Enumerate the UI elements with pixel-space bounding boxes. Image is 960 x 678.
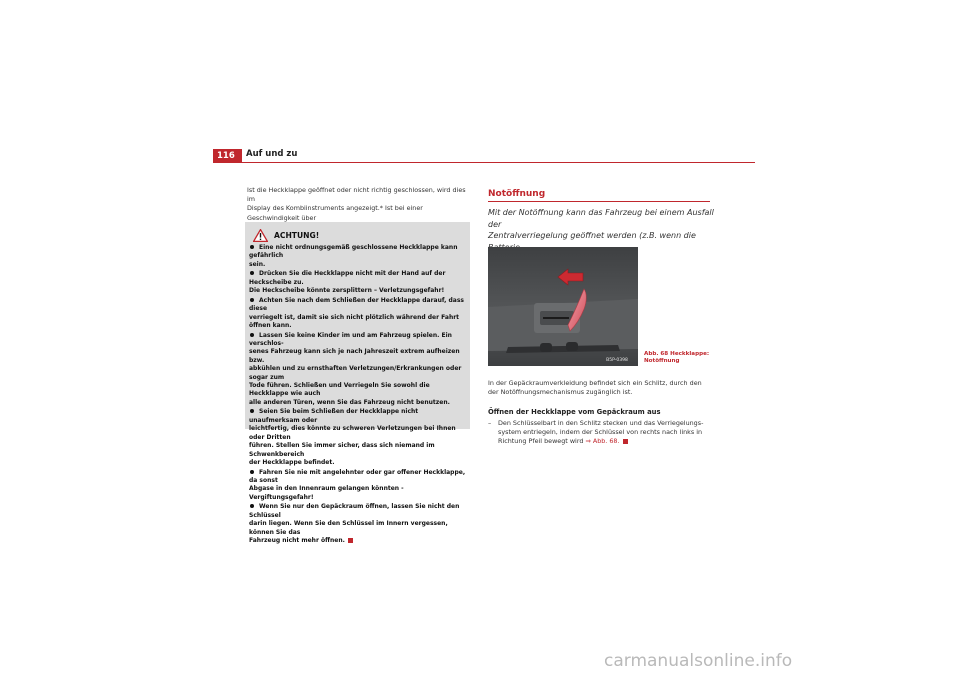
warning-item: Achten Sie nach dem Schließen der Heckklappe darauf, dass diese verriegelt ist, damit sie sich nicht plötzlich während der Fahrt öffnen kann. [249,296,464,330]
subheading: Öffnen der Heckklappe vom Gepäckraum aus [488,408,661,416]
figure-caption: Abb. 68 Heckklappe: Notöffnung [644,351,710,364]
page-number: 116 [213,149,242,163]
warning-title: ACHTUNG! [274,230,320,240]
end-of-section-mark [348,538,353,543]
body-paragraph: In der Gepäckraumverkleidung befindet sich ein Schlitz, durch den der Notöffnungsmechanismus zugänglich ist. [488,379,702,397]
figure-photo [488,247,638,366]
warning-item: Lassen Sie keine Kinder im und am Fahrzeug spielen. Ein verschlos- senes Fahrzeug kann sich je nach Jahreszeit extrem aufheizen bzw. abkühlen und zu ernsthaften Verletzungen/Erkrankungen oder sogar zum Tode führen. Schließen und Verriegeln Sie sowohl die Heckklappe wie auch alle anderen Türen, wenn Sie das Fahrzeug nicht benutzen. [249,331,462,406]
warning-list [249,244,467,547]
warning-triangle-icon [253,229,268,242]
watermark: carmanualsonline.info [604,651,793,671]
intro-line: Display des Kombiinstruments angezeigt.* Ist bei einer Geschwindigkeit über [247,204,423,222]
section-title: Notöffnung [488,189,546,199]
bullet-icon [250,409,254,413]
bullet-icon [250,470,254,474]
warning-item: Drücken Sie die Heckklappe nicht mit der Hand auf der Heckscheibe zu. Die Heckscheibe könnte zersplittern – Verletzungsgefahr! [249,270,446,295]
warning-item: Eine nicht ordnungsgemäß geschlossene Heckklappe kann gefährlich sein. [249,244,458,268]
tailgate-emergency-release-illustration [488,247,638,366]
intro-line: Ist die Heckklappe geöffnet oder nicht richtig geschlossen, wird dies im [247,186,466,204]
bullet-icon [250,298,254,302]
running-header-title: Auf und zu [246,149,298,159]
figure-code: B5P-0398 [606,358,628,363]
header-rule [213,162,755,163]
warning-header [251,228,319,242]
bullet-icon [250,271,254,275]
bullet-icon [250,333,254,337]
section-lead: Mit der Notöffnung kann das Fahrzeug bei einem Ausfall der Zentralverriegelung geöffnet werden (z.B. wenn die [488,208,714,241]
bullet-icon [250,504,254,508]
section-rule [488,201,710,202]
instruction-step: – Den Schlüsselbart in den Schlitz stecken und das Verriegelungs- system entriegeln, indem der Schlüssel von rechts nach links in Richtung Pfeil bewegt wird ⇒ Abb. 68. [488,419,704,446]
bullet-icon [250,245,254,249]
warning-item: Seien Sie beim Schließen der Heckklappe nicht unaufmerksam oder leichtfertig, dies könnte zu schweren Verletzungen bei Ihnen oder Dritten führen. Stellen Sie immer sicher, dass sich niemand im Schwenkbereich der Heckklappe befindet. [249,408,456,466]
warning-box [245,222,470,544]
warning-item: Fahren Sie nie mit angelehnter oder gar offener Heckklappe, da sonst Abgase in den Innenraum gelangen könnten - Vergiftungsgefahr! [249,468,466,501]
end-of-section-mark [623,439,628,444]
warning-item: Wenn Sie nur den Gepäckraum öffnen, lassen Sie nicht den Schlüssel darin liegen. Wenn Sie den Schlüssel im Innern vergessen, können Sie das Fahrzeug nicht mehr öffnen. [249,503,460,544]
figure-reference-link[interactable]: ⇒ Abb. 68. [585,437,620,446]
step-dash: – [488,419,492,427]
